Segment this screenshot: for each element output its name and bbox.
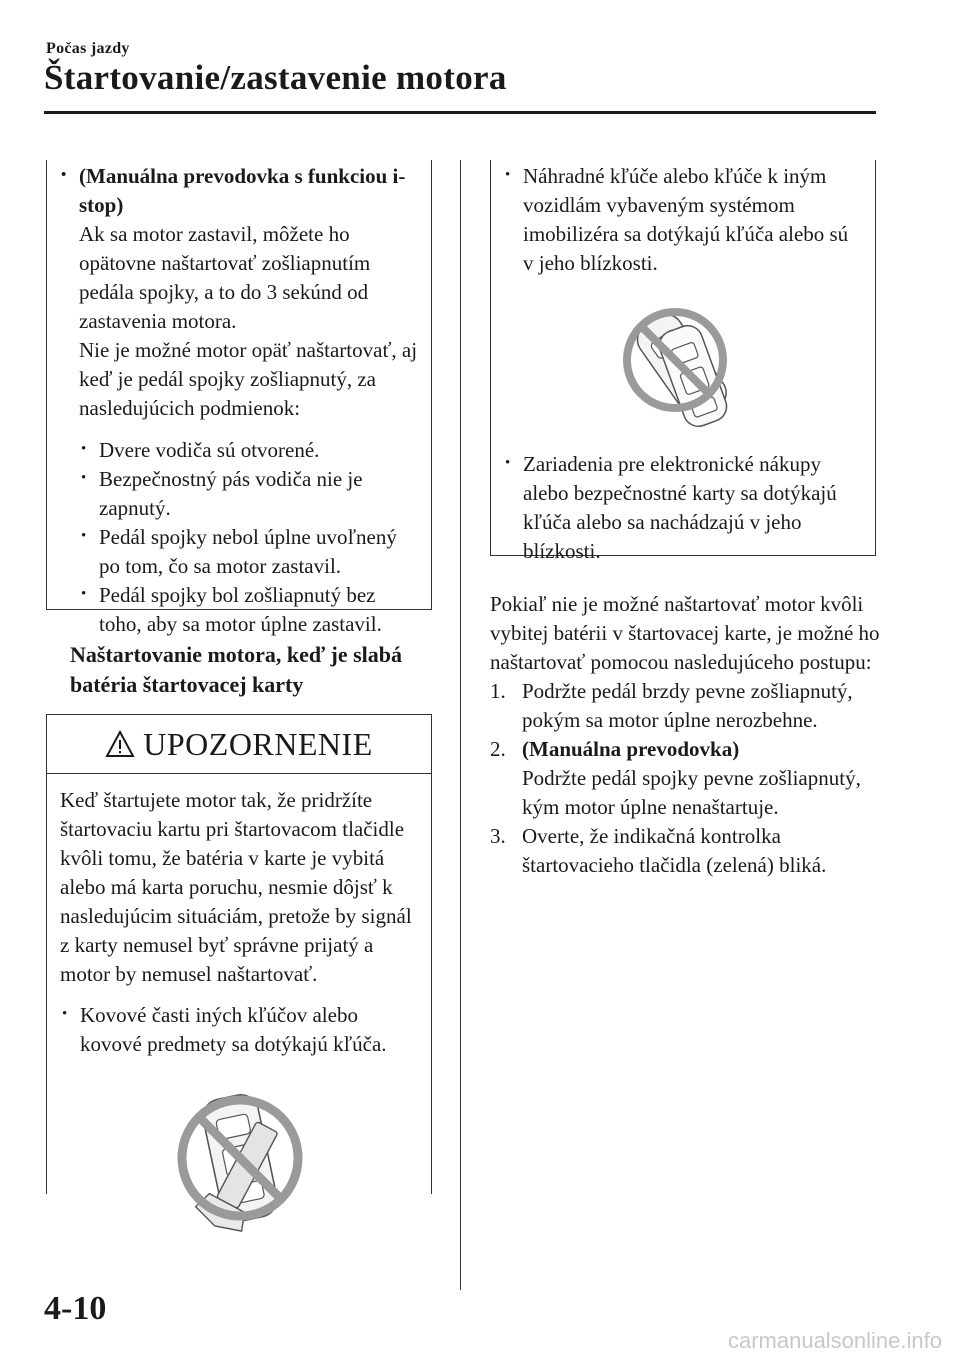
procedure-step — [490, 735, 880, 822]
warning-continuation-box — [490, 160, 876, 563]
subheading: Naštartovanie motora, keď je slabá batéria štartovacej karty — [70, 642, 403, 697]
column-divider — [460, 160, 461, 1290]
warning-title: UPOZORNENIE — [143, 725, 373, 762]
warning-triangle-icon — [105, 730, 135, 758]
istop-heading: • (Manuálna prevodovka s funkciou i-stop) — [59, 162, 421, 220]
page-title: Štartovanie/zastavenie motora — [44, 58, 507, 97]
procedure — [490, 590, 880, 880]
procedure-steps — [490, 677, 880, 880]
list-item: • Pedál spojky nebol úplne uvoľnený po tom, čo sa motor zastavil. — [79, 523, 421, 581]
warning-box — [46, 714, 432, 1194]
watermark-text: carmanualsonline.info — [727, 1328, 942, 1353]
list-item: • Dvere vodiča sú otvorené. — [79, 436, 421, 465]
warning-item: • Náhradné kľúče alebo kľúče k iným vozidlám vybaveným systémom imobilizéra sa dotýkajú kľúča alebo sú v jeho blízkosti. — [503, 162, 863, 278]
istop-text: Ak sa motor zastavil, môžete ho opätovne naštartovať zošliapnutím pedála spojky, a to do 3 sekúnd od zastavenia motora. — [79, 222, 371, 333]
title-rule — [44, 111, 876, 114]
warning-item: • Zariadenia pre elektronické nákupy alebo bezpečnostné karty sa dotýkajú kľúča alebo sa nachádzajú v jeho blízkosti. — [503, 450, 863, 566]
section-label: Počas jazdy — [46, 40, 130, 57]
step-number: 1. — [490, 679, 506, 703]
procedure-intro: Pokiaľ nie je možné naštartovať motor kvôli vybitej batérii v štartovacej karte, je možné ho naštartovať pomocou nasledujúceho postupu: — [490, 592, 880, 674]
step-text: Podržte pedál spojky pevne zošliapnutý, kým motor úplne nenaštartuje. — [522, 766, 861, 819]
key-near-other-key-figure — [613, 298, 753, 438]
istop-box — [46, 160, 432, 636]
list-item: • Pedál spojky bol zošliapnutý bez toho, aby sa motor úplne zastavil. — [79, 581, 421, 639]
procedure-step — [490, 677, 880, 735]
istop-conditions-list — [59, 436, 421, 639]
step-label: (Manuálna prevodovka) — [522, 737, 740, 761]
warning-header — [47, 714, 431, 774]
step-number: 2. — [490, 737, 506, 761]
step-text: Overte, že indikačná kontrolka štartovacieho tlačidla (zelená) bliká. — [522, 824, 827, 877]
step-number: 3. — [490, 824, 506, 848]
page-number: 4-10 — [44, 1290, 107, 1327]
warning-item: • Kovové časti iných kľúčov alebo kovové predmety sa dotýkajú kľúča. — [60, 1001, 419, 1059]
procedure-step — [490, 822, 880, 880]
key-touch-metal-figure — [165, 1083, 315, 1233]
step-text: Podržte pedál brzdy pevne zošliapnutý, pokým sa motor úplne nerozbehne. — [522, 679, 853, 732]
list-item: • Bezpečnostný pás vodiča nie je zapnutý. — [79, 465, 421, 523]
warning-text: Keď štartujete motor tak, že pridržíte štartovaciu kartu pri štartovacom tlačidle kvôli tomu, že batéria v karte je vybitá alebo má karta poruchu, nesmie dôjsť k nasledujúcim situáciám, pretože by signál z karty nemusel byť správne prijatý a motor by nemusel naštartovať. — [60, 788, 412, 986]
istop-conditions-intro: Nie je možné motor opäť naštartovať, aj keď je pedál spojky zošliapnutý, za nasledujúcich podmienok: — [79, 338, 418, 420]
